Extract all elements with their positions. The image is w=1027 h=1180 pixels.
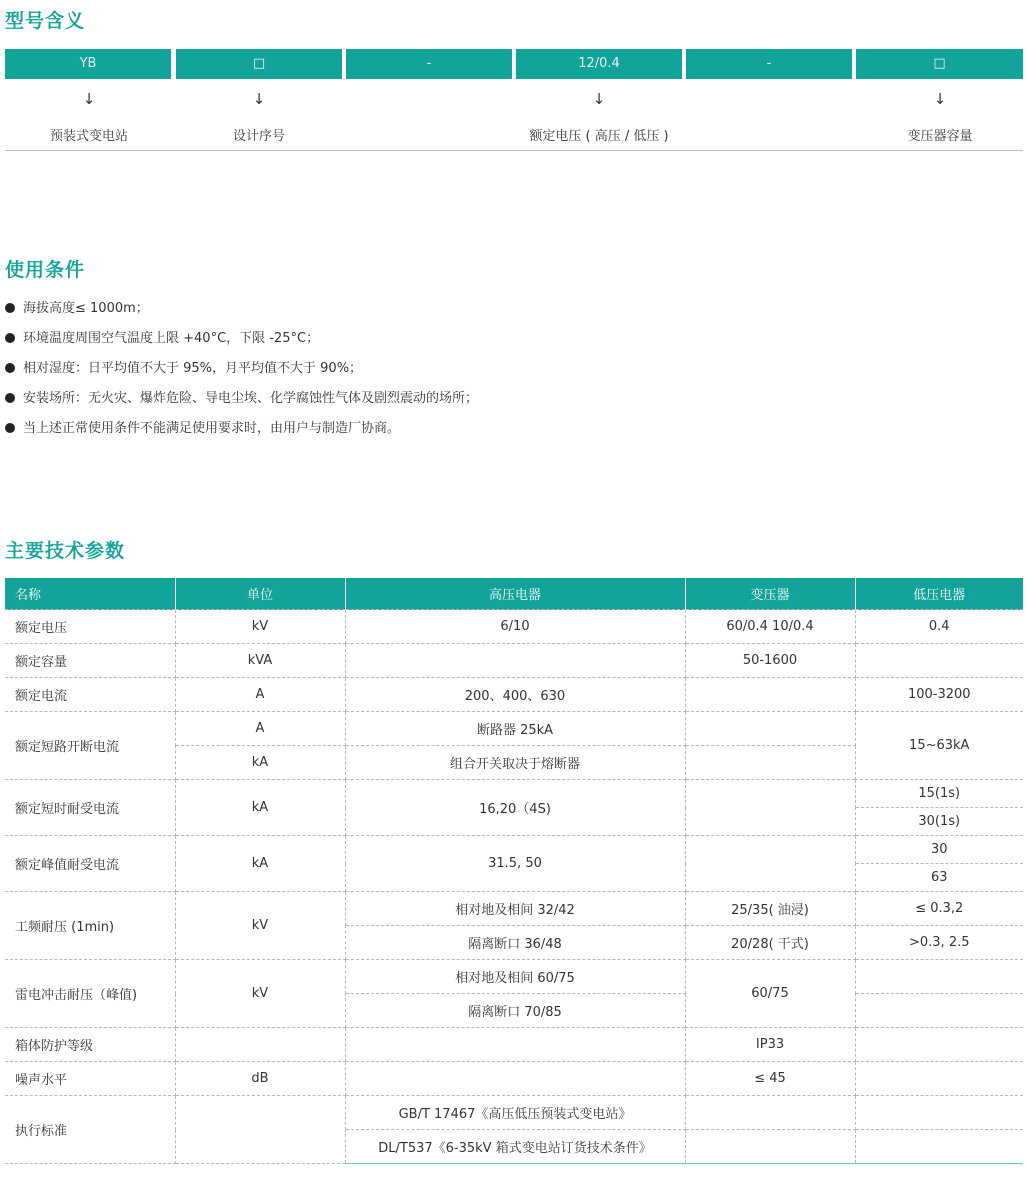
arrow-down-icon: ↓ <box>252 90 266 108</box>
divider <box>5 150 1023 151</box>
table-row: 额定电流 A 200、400、630 100-3200 <box>5 678 1023 712</box>
header-lv: 低压电器 <box>855 578 1023 610</box>
model-label-series: 预装式变电站 <box>49 129 129 144</box>
condition-item: 海拔高度≤ 1000m； <box>5 297 149 316</box>
table-row: 额定电压 kV 6/10 60/0.4 10/0.4 0.4 <box>5 610 1023 644</box>
table-row: 30(1s) <box>5 808 1023 836</box>
header-name: 名称 <box>5 578 175 610</box>
model-label-voltage: 额定电压 ( 高压 / 低压 ) <box>529 129 669 144</box>
model-label-capacity: 变压器容量 <box>907 129 973 144</box>
table-row: 隔离断口 70/85 <box>5 994 1023 1028</box>
model-cell-dash-2: - <box>686 49 852 79</box>
condition-item: 安装场所：无火灾、爆炸危险、导电尘埃、化学腐蚀性气体及剧烈震动的场所； <box>5 387 478 406</box>
model-cell-voltage: 12/0.4 <box>516 49 682 79</box>
bullet-icon <box>5 333 15 343</box>
header-hv: 高压电器 <box>345 578 685 610</box>
table-row: 隔离断口 36/48 20/28( 干式) >0.3, 2.5 <box>5 926 1023 960</box>
model-label-design: 设计序号 <box>232 129 286 144</box>
arrow-down-icon: ↓ <box>82 90 96 108</box>
table-row: 额定容量 kVA 50-1600 <box>5 644 1023 678</box>
table-row: 63 <box>5 864 1023 892</box>
table-row: 额定短路开断电流 A 断路器 25kA 15~63kA <box>5 712 1023 746</box>
model-cell-capacity: □ <box>856 49 1023 79</box>
model-cell-dash-1: - <box>346 49 512 79</box>
table-row: 额定短时耐受电流 kA 16,20（4S) 15(1s) <box>5 780 1023 808</box>
table-row: 噪声水平 dB ≤ 45 <box>5 1062 1023 1096</box>
arrow-down-icon: ↓ <box>592 90 606 108</box>
table-row: DL/T537《6-35kV 箱式变电站订货技术条件》 <box>5 1130 1023 1164</box>
section-title-params: 主要技术参数 <box>5 540 126 562</box>
table-row: 工频耐压 (1min) kV 相对地及相间 32/42 25/35( 油浸) ≤ 0.3,2 <box>5 892 1023 926</box>
params-table <box>5 578 1023 1164</box>
condition-item: 当上述正常使用条件不能满足使用要求时，由用户与制造厂协商。 <box>5 417 400 436</box>
condition-item: 环境温度周围空气温度上限 +40°C，下限 -25°C； <box>5 327 319 346</box>
bullet-icon <box>5 393 15 403</box>
condition-item: 相对湿度：日平均值不大于 95%，月平均值不大于 90%； <box>5 357 362 376</box>
table-row: 雷电冲击耐压（峰值) kV 相对地及相间 60/75 60/75 <box>5 960 1023 994</box>
arrow-down-icon: ↓ <box>933 90 947 108</box>
table-row: 箱体防护等级 IP33 <box>5 1028 1023 1062</box>
header-unit: 单位 <box>175 578 345 610</box>
section-title-model: 型号含义 <box>5 10 86 32</box>
model-cell-series: YB <box>5 49 171 79</box>
section-title-conditions: 使用条件 <box>5 259 86 281</box>
header-transformer: 变压器 <box>685 578 855 610</box>
bullet-icon <box>5 303 15 313</box>
bullet-icon <box>5 363 15 373</box>
table-row: 执行标准 GB/T 17467《高压低压预装式变电站》 <box>5 1096 1023 1130</box>
bullet-icon <box>5 423 15 433</box>
table-header-row <box>5 578 1023 610</box>
table-row: kA 组合开关取决于熔断器 <box>5 746 1023 780</box>
model-cell-design: □ <box>176 49 342 79</box>
table-row: 额定峰值耐受电流 kA 31.5, 50 30 <box>5 836 1023 864</box>
